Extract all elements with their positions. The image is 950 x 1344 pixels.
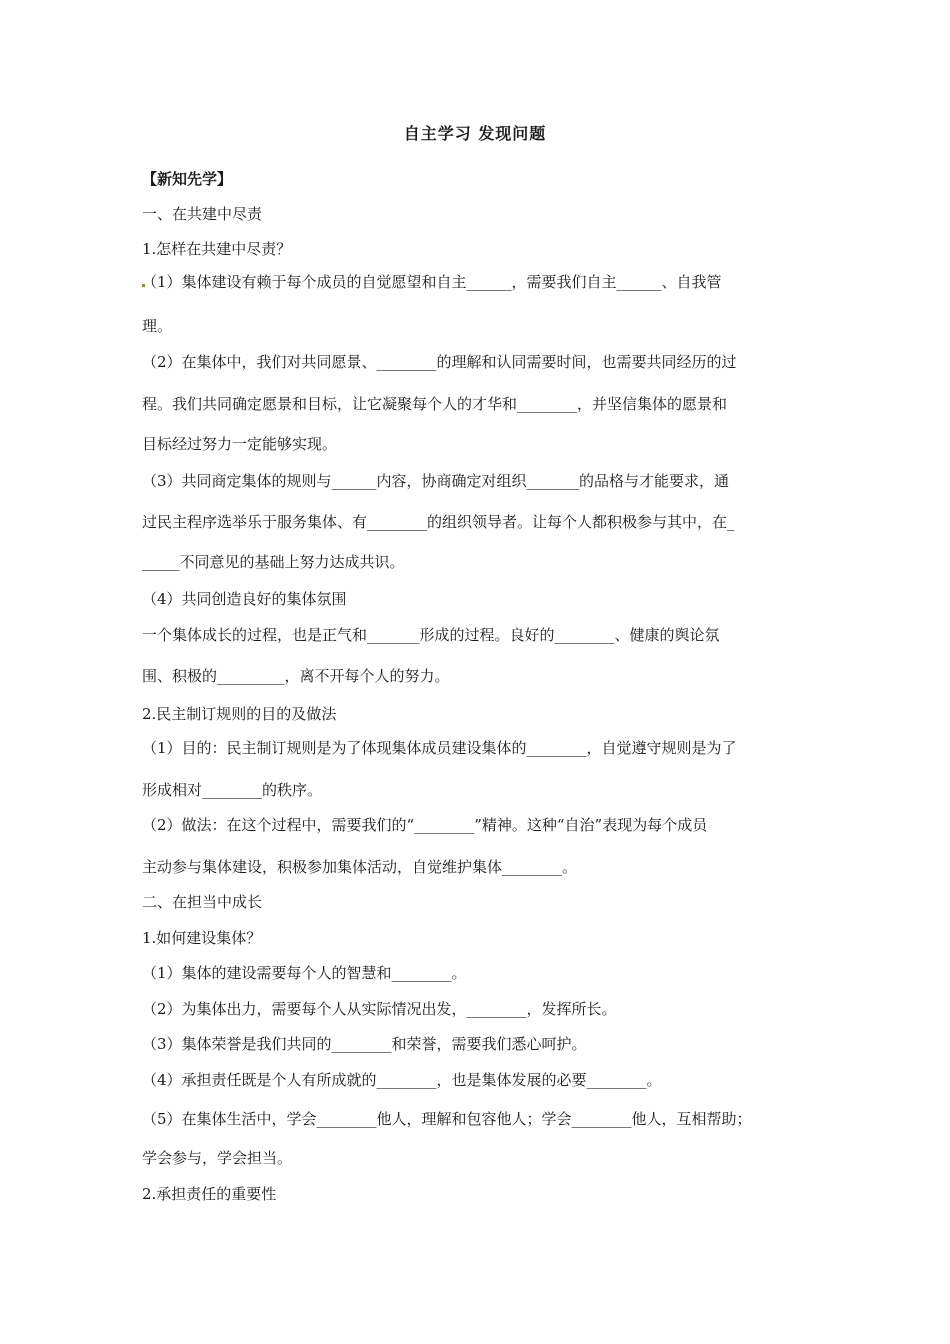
text-line: （4）共同创造良好的集体氛围 [142, 590, 347, 608]
text-line: 2.承担责任的重要性 [142, 1185, 277, 1203]
text-line: （2）在集体中，我们对共同愿景、________的理解和认同需要时间，也需要共同经历的过 [142, 353, 737, 371]
text-line: 2.民主制订规则的目的及做法 [142, 705, 337, 723]
text-line: 学会参与，学会担当。 [142, 1149, 293, 1167]
text-line: 主动参与集体建设，积极参加集体活动，自觉维护集体________。 [142, 858, 578, 876]
text-line: （1）集体建设有赖于每个成员的自觉愿望和自主______，需要我们自主______、自我管 [142, 273, 722, 291]
text-line: 1.如何建设集体？ [142, 929, 262, 947]
text-line: （3）共同商定集体的规则与______内容，协商确定对组织_______的品格与才能要求，通 [142, 472, 730, 490]
text-line: （2）做法：在这个过程中，需要我们的“________”精神。这种“自治”表现为每个成员 [142, 816, 708, 834]
text-line: 二、在担当中成长 [142, 893, 263, 911]
text-line: 围、积极的_________，离不开每个人的努力。 [142, 667, 450, 685]
text-line: 1.怎样在共建中尽责？ [142, 240, 292, 258]
text-line: 一、在共建中尽责 [142, 205, 263, 223]
text-line: （2）为集体出力，需要每个人从实际情况出发，________，发挥所长。 [142, 1000, 617, 1018]
text-line: _____不同意见的基础上努力达成共识。 [142, 553, 405, 571]
text-line: 程。我们共同确定愿景和目标，让它凝聚每个人的才华和________，并坚信集体的愿景和 [142, 395, 728, 413]
text-line: 一个集体成长的过程，也是正气和_______形成的过程。良好的________、健康的舆论氛 [142, 626, 720, 644]
text-line: （3）集体荣誉是我们共同的________和荣誉，需要我们悉心呵护。 [142, 1035, 587, 1053]
text-line: 目标经过努力一定能够实现。 [142, 435, 338, 453]
text-line: （5）在集体生活中，学会________他人，理解和包容他人；学会________他人，互相帮助； [142, 1110, 752, 1128]
text-line: （4）承担责任既是个人有所成就的________，也是集体发展的必要________。 [142, 1071, 662, 1089]
text-line: 理。 [142, 317, 173, 335]
document-title: 自主学习 发现问题 [403, 124, 547, 143]
section-heading: 【新知先学】 [142, 170, 233, 188]
text-line: （1）目的：民主制订规则是为了体现集体成员建设集体的________，自觉遵守规则是为了 [142, 739, 737, 757]
text-line: 形成相对________的秩序。 [142, 781, 323, 799]
text-line: 过民主程序选举乐于服务集体、有________的组织领导者。让每个人都积极参与其中，在_ [142, 513, 735, 531]
text-line: （1）集体的建设需要每个人的智慧和________。 [142, 964, 467, 982]
